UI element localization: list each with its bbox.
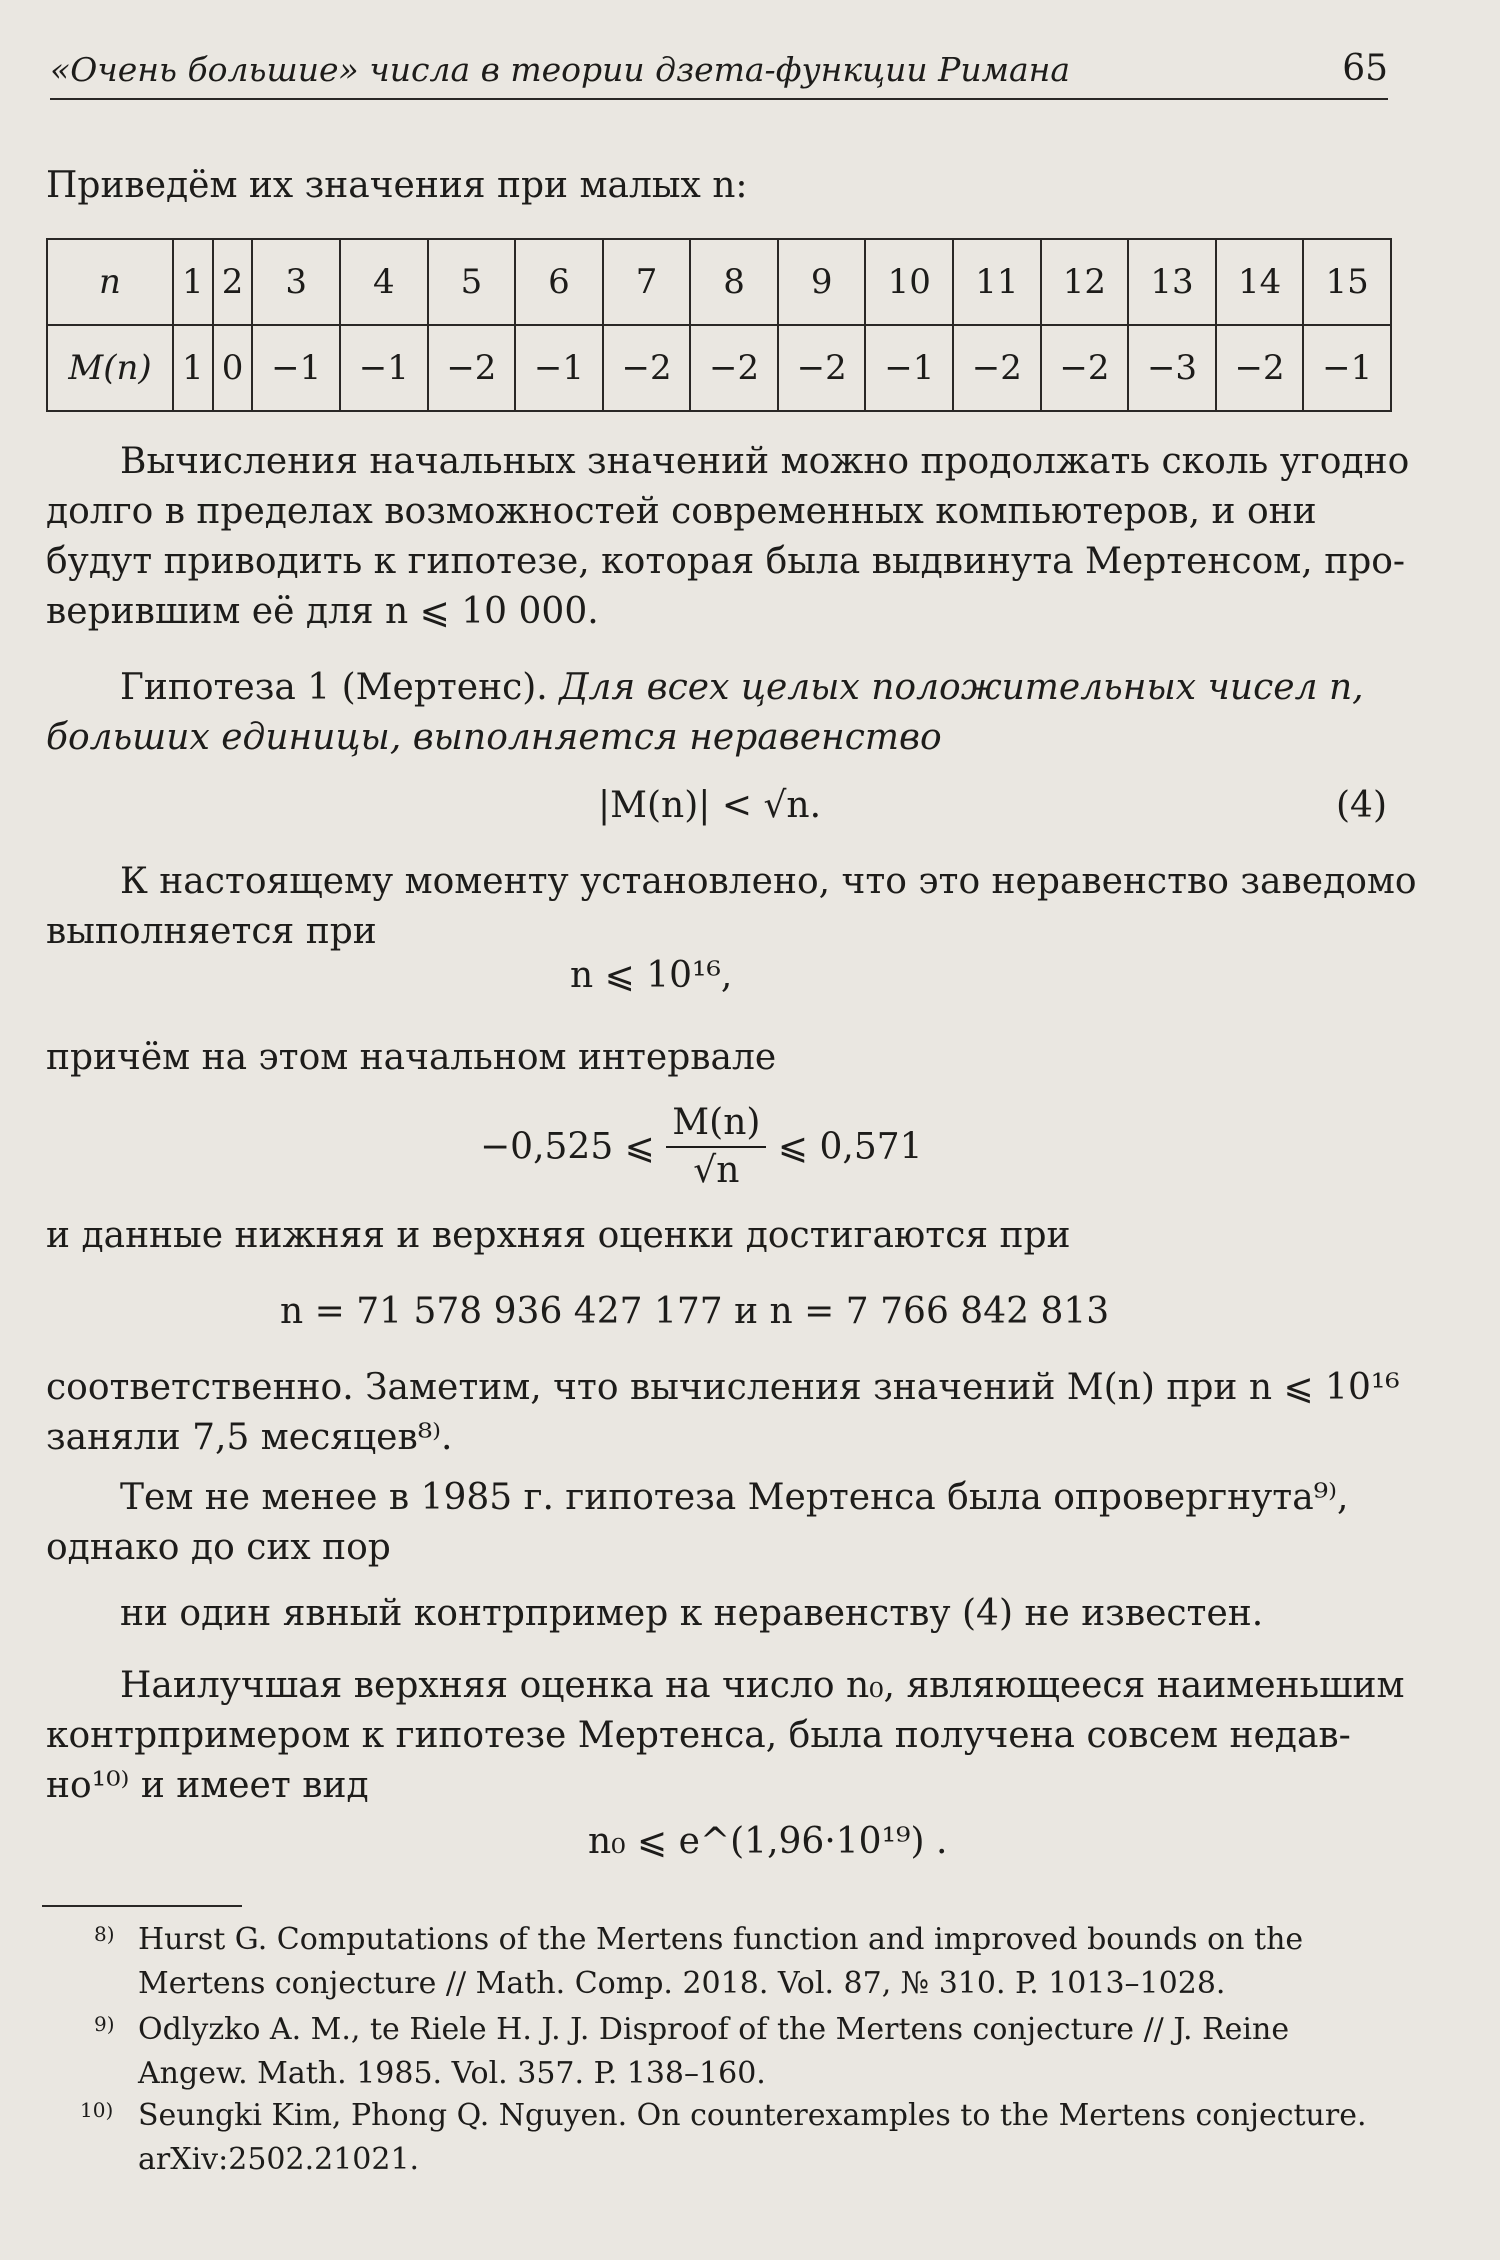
table-cell: −2 bbox=[1216, 325, 1304, 411]
table-cell: −2 bbox=[953, 325, 1041, 411]
n0-formula: n₀ ⩽ e^(1,96·10¹⁹) . bbox=[588, 1821, 948, 1862]
table-header-n: n bbox=[47, 239, 173, 325]
table-cell: −2 bbox=[428, 325, 516, 411]
table-cell: 2 bbox=[213, 239, 253, 325]
table-cell: 14 bbox=[1216, 239, 1304, 325]
para2-line2: выполняется при bbox=[46, 911, 377, 952]
ratio-right: ⩽ 0,571 bbox=[777, 1126, 923, 1168]
para6-line3: ни один явный контрпример к неравенству (4) не известен. bbox=[120, 1593, 1264, 1634]
para1-line1: Вычисления начальных значений можно продолжать сколь угодно bbox=[120, 441, 1410, 482]
footnote-line: Angew. Math. 1985. Vol. 357. P. 138–160. bbox=[138, 2056, 766, 2091]
para4-line: и данные нижняя и верхняя оценки достигаются при bbox=[46, 1215, 1071, 1256]
para6-line1: Тем не менее в 1985 г. гипотеза Мертенса была опровергнута⁹⁾, bbox=[120, 1477, 1349, 1518]
hypothesis-statement: Для всех целых положительных чисел n, bbox=[559, 667, 1364, 708]
footnote-line: Seungki Kim, Phong Q. Nguyen. On counterexamples to the Mertens conjecture. bbox=[138, 2098, 1367, 2133]
table-cell: 1 bbox=[173, 239, 213, 325]
bound-formula: n ⩽ 10¹⁶, bbox=[570, 955, 733, 996]
table-cell: 13 bbox=[1128, 239, 1216, 325]
footnote-line: Hurst G. Computations of the Mertens function and improved bounds on the bbox=[138, 1922, 1304, 1957]
table-cell: 11 bbox=[953, 239, 1041, 325]
footnote-mark: 9) bbox=[94, 2012, 115, 2036]
para7-line3: но¹⁰⁾ и имеет вид bbox=[46, 1765, 369, 1806]
hypothesis-line1 bbox=[120, 662, 1364, 714]
table-cell: −1 bbox=[252, 325, 340, 411]
table-row-n bbox=[47, 239, 1391, 325]
ratio-numerator: M(n) bbox=[666, 1100, 766, 1148]
para1-line2: долго в пределах возможностей современных компьютеров, и они bbox=[46, 491, 1317, 532]
table-cell: −2 bbox=[690, 325, 778, 411]
table-cell: 7 bbox=[603, 239, 691, 325]
footnote-9 bbox=[94, 2008, 1290, 2096]
footnote-10 bbox=[80, 2094, 1367, 2182]
para6-line2: однако до сих пор bbox=[46, 1527, 391, 1568]
table-cell: −2 bbox=[1041, 325, 1129, 411]
footnote-line: Odlyzko A. M., te Riele H. J. J. Disproof of the Mertens conjecture // J. Reine bbox=[138, 2012, 1290, 2047]
table-cell: 10 bbox=[865, 239, 953, 325]
para3-line: причём на этом начальном интервале bbox=[46, 1037, 777, 1078]
table-cell: 3 bbox=[252, 239, 340, 325]
para1-line4: верившим её для n ⩽ 10 000. bbox=[46, 591, 599, 632]
table-cell: 12 bbox=[1041, 239, 1129, 325]
table-cell: 1 bbox=[173, 325, 213, 411]
hypothesis-label: Гипотеза 1 (Мертенс). bbox=[120, 667, 548, 708]
table-cell: 0 bbox=[213, 325, 253, 411]
footnote-line: Mertens conjecture // Math. Comp. 2018. Vol. 87, № 310. P. 1013–1028. bbox=[138, 1966, 1226, 2001]
para5-line1: соответственно. Заметим, что вычисления значений M(n) при n ⩽ 10¹⁶ bbox=[46, 1367, 1400, 1408]
page-number: 65 bbox=[1342, 48, 1388, 89]
mertens-values-table bbox=[46, 238, 1392, 412]
table-row-m bbox=[47, 325, 1391, 411]
table-cell: −2 bbox=[603, 325, 691, 411]
table-cell: −3 bbox=[1128, 325, 1216, 411]
table-cell: −1 bbox=[865, 325, 953, 411]
table-cell: 6 bbox=[515, 239, 603, 325]
para5-line2: заняли 7,5 месяцев⁸⁾. bbox=[46, 1417, 453, 1458]
footnote-8 bbox=[94, 1918, 1304, 2006]
equation-4: |M(n)| < √n. bbox=[598, 785, 822, 826]
equation-number: (4) bbox=[1336, 785, 1387, 826]
table-cell: 5 bbox=[428, 239, 516, 325]
footnote-line: arXiv:2502.21021. bbox=[138, 2142, 420, 2177]
ratio-formula bbox=[480, 1100, 923, 1194]
running-head bbox=[50, 48, 1388, 100]
table-cell: −1 bbox=[340, 325, 428, 411]
table-cell: 4 bbox=[340, 239, 428, 325]
table-cell: −1 bbox=[515, 325, 603, 411]
para7-line1: Наилучшая верхняя оценка на число n₀, являющееся наименьшим bbox=[120, 1665, 1405, 1706]
hypothesis-line2: больших единицы, выполняется неравенство bbox=[46, 717, 942, 758]
ratio-denominator: √n bbox=[693, 1150, 740, 1191]
para7-line2: контрпримером к гипотезе Мертенса, была получена совсем недав- bbox=[46, 1715, 1351, 1756]
ratio-fraction bbox=[666, 1100, 766, 1194]
footnote-mark: 10) bbox=[80, 2098, 114, 2122]
table-cell: 15 bbox=[1303, 239, 1391, 325]
ratio-left: −0,525 ⩽ bbox=[480, 1126, 655, 1168]
table-cell: 9 bbox=[778, 239, 866, 325]
running-title: «Очень большие» числа в теории дзета-функции Римана bbox=[50, 50, 1071, 89]
para1-line3: будут приводить к гипотезе, которая была выдвинута Мертенсом, про- bbox=[46, 541, 1406, 582]
footnote-mark: 8) bbox=[94, 1922, 115, 1946]
table-cell: −2 bbox=[778, 325, 866, 411]
intro-line: Приведём их значения при малых n: bbox=[46, 165, 748, 206]
table-cell: −1 bbox=[1303, 325, 1391, 411]
table-header-m: M(n) bbox=[47, 325, 173, 411]
table-cell: 8 bbox=[690, 239, 778, 325]
values-formula: n = 71 578 936 427 177 и n = 7 766 842 813 bbox=[280, 1291, 1110, 1332]
para2-line1: К настоящему моменту установлено, что это неравенство заведомо bbox=[120, 861, 1417, 902]
footnote-rule bbox=[42, 1905, 242, 1907]
